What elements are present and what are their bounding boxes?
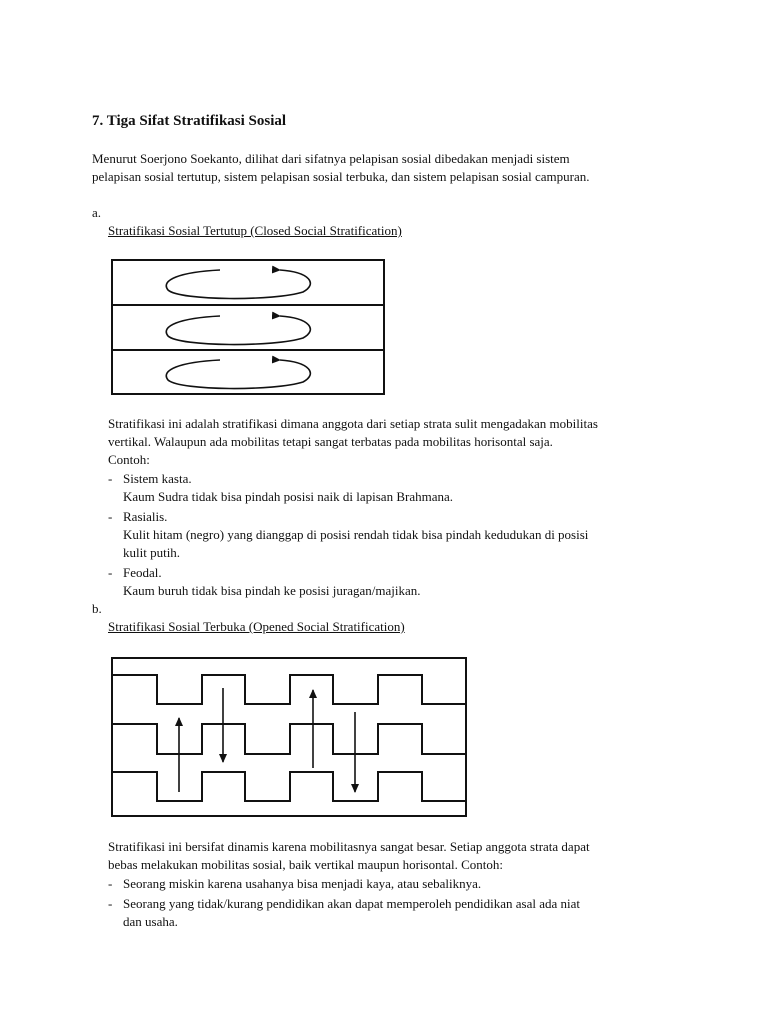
section-a-contoh: Contoh: [108, 452, 150, 467]
bullet-dash: - [108, 896, 113, 911]
list-item-label: Feodal. [123, 565, 162, 580]
list-item-text: Seorang miskin karena usahanya bisa menjadi kaya, atau sebaliknya. [123, 876, 482, 891]
cycle-arrow-top [166, 270, 310, 299]
bullet-dash: - [108, 509, 113, 524]
list-item-detail: Kaum Sudra tidak bisa pindah posisi naik di lapisan Brahmana. [123, 489, 453, 504]
bullet-dash: - [108, 876, 113, 891]
bullet-dash: - [108, 565, 113, 580]
section-a-marker: a. [92, 205, 102, 220]
list-item-detail: Kulit hitam (negro) yang dianggap di posisi rendah tidak bisa pindah kedudukan di posisi [123, 527, 589, 542]
list-item-label: Sistem kasta. [123, 471, 192, 486]
closed-stratification-diagram [112, 260, 384, 394]
stratum-line-middle [112, 724, 466, 754]
list-item-text: dan usaha. [123, 914, 178, 929]
page-title: 7. Tiga Sifat Stratifikasi Sosial [92, 113, 287, 129]
section-b-desc-1: Stratifikasi ini bersifat dinamis karena mobilitasnya sangat besar. Setiap anggota strata dapat [108, 839, 590, 854]
cycle-arrow-middle [166, 316, 310, 345]
cycle-arrow-bottom [166, 360, 310, 389]
section-b-marker: b. [92, 601, 102, 616]
list-item-text: Seorang yang tidak/kurang pendidikan akan dapat memperoleh pendidikan asal ada niat [123, 896, 581, 911]
stratum-line-bottom [112, 772, 466, 801]
list-item-detail: kulit putih. [123, 545, 181, 560]
intro-line-2: pelapisan sosial tertutup, sistem pelapisan sosial terbuka, dan sistem pelapisan sosial campuran. [92, 169, 590, 184]
open-stratification-diagram [112, 658, 466, 816]
section-a-desc-1: Stratifikasi ini adalah stratifikasi dimana anggota dari setiap strata sulit mengadakan mobilitas [108, 416, 598, 431]
section-a-desc-2: vertikal. Walaupun ada mobilitas tetapi sangat terbatas pada mobilitas horisontal saja. [108, 434, 553, 449]
list-item-detail: Kaum buruh tidak bisa pindah ke posisi juragan/majikan. [123, 583, 421, 598]
stratum-line-top [112, 675, 466, 704]
section-b-desc-2: bebas melakukan mobilitas sosial, baik vertikal maupun horisontal. Contoh: [108, 857, 503, 872]
section-a-heading: Stratifikasi Sosial Tertutup (Closed Social Stratification) [108, 223, 402, 238]
list-item-label: Rasialis. [123, 509, 168, 524]
intro-line-1: Menurut Soerjono Soekanto, dilihat dari sifatnya pelapisan sosial dibedakan menjadi sistem [92, 151, 570, 166]
closed-frame [112, 260, 384, 394]
section-b-heading: Stratifikasi Sosial Terbuka (Opened Social Stratification) [108, 619, 405, 634]
bullet-dash: - [108, 471, 113, 486]
